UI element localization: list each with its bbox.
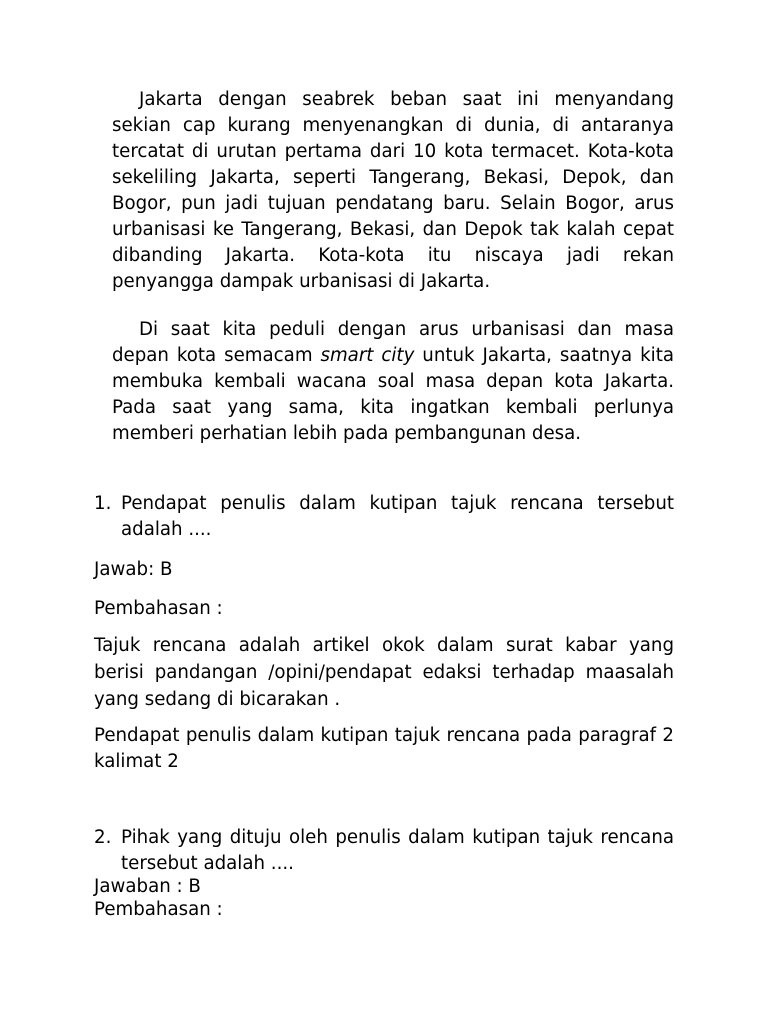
quote-paragraph-2-start: Di saat kita peduli dengan arus urbanisasi dan masa depan kota semacam	[112, 319, 674, 366]
question-1	[94, 491, 674, 543]
question-2-answer: Jawaban : B	[94, 876, 201, 897]
quote-paragraph-2-end: untuk Jakarta, saatnya kita membuka kembali wacana soal masa depan kota Jakarta. Pada saat yang sama, kita ingatkan kembali perlunya memberi perhatian lebih pada pembangunan desa.	[112, 345, 674, 444]
question-1-explanation: Tajuk rencana adalah artikel okok dalam surat kabar yang berisi pandangan /opini/pendapat edaksi terhadap maasalah yang sedang di bicarakan .	[94, 635, 674, 710]
question-1-number: 1.	[94, 493, 112, 514]
question-1-explanation-2: Pendapat penulis dalam kutipan tajuk rencana pada paragraf 2 kalimat 2	[94, 725, 674, 772]
question-2-text: Pihak yang dituju oleh penulis dalam kutipan tajuk rencana tersebut adalah ....	[121, 827, 674, 874]
question-2-explanation-label: Pembahasan :	[94, 899, 223, 920]
question-2-number: 2.	[94, 827, 112, 848]
question-2	[94, 825, 674, 877]
question-1-answer: Jawab: B	[94, 559, 173, 580]
question-1-text: Pendapat penulis dalam kutipan tajuk rencana tersebut adalah ....	[121, 493, 674, 540]
quote-italic-term: smart city	[320, 345, 415, 366]
quote-paragraph-2	[112, 317, 674, 447]
question-1-explanation-label: Pembahasan :	[94, 598, 223, 619]
quote-paragraph-1: Jakarta dengan seabrek beban saat ini menyandang sekian cap kurang menyenangkan di dunia, di antaranya tercatat di urutan pertama dari 10 kota termacet. Kota-kota sekeliling Jakarta, seperti Tangerang, Bekasi, Depok, dan Bogor, pun jadi tujuan pendatang baru. Selain Bogor, arus urbanisasi ke Tangerang, Bekasi, dan Depok tak kalah cepat dibanding Jakarta. Kota-kota itu niscaya jadi rekan penyangga dampak urbanisasi di Jakarta.	[112, 89, 674, 292]
